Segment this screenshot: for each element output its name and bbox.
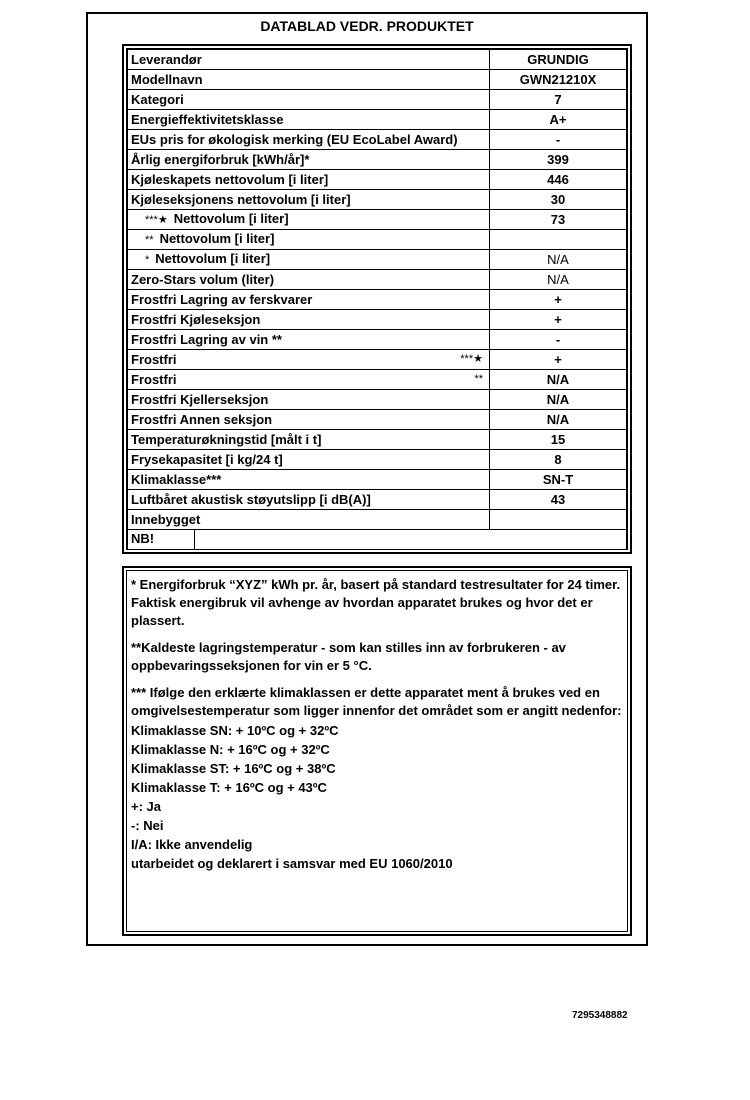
spec-row	[128, 90, 627, 110]
spec-row	[128, 190, 627, 210]
note-energy: * Energiforbruk “XYZ” kWh pr. år, basert på standard testresultater for 24 timer. Faktisk energibruk vil avhenge av hvordan apparatet brukes og hvor det er plassert.	[131, 577, 621, 628]
spec-label-cell	[128, 270, 490, 290]
product-datasheet	[86, 12, 648, 946]
spec-label: Frostfri Lagring av vin **	[131, 332, 282, 347]
spec-value-cell	[490, 310, 627, 330]
spec-row	[128, 330, 627, 350]
spec-label: Temperaturøkningstid [målt i t]	[131, 432, 322, 447]
spec-row	[128, 490, 627, 510]
note-line: +: Ja	[131, 799, 161, 814]
spec-value: N/A	[546, 412, 570, 427]
star-rating-icon: **	[145, 233, 154, 246]
note-line: I/A: Ikke anvendelig	[131, 837, 253, 852]
spec-label-cell	[128, 510, 490, 530]
nb-row-cell	[128, 530, 627, 550]
note-line: Klimaklasse N: + 16ºC og + 32ºC	[131, 742, 330, 757]
spec-label-cell	[128, 410, 490, 430]
spec-table-frame	[122, 44, 632, 554]
note-wine: **Kaldeste lagringstemperatur - som kan stilles inn av forbrukeren - av oppbevaringsseksjonen for vin er 5 °C.	[131, 640, 566, 673]
spec-label-cell	[128, 190, 490, 210]
spec-value-cell	[490, 110, 627, 130]
spec-value-cell	[490, 490, 627, 510]
spec-value-cell	[490, 450, 627, 470]
spec-value: +	[554, 352, 562, 367]
spec-value: 7	[554, 92, 562, 107]
spec-label: Frostfri	[131, 372, 177, 387]
spec-value-cell	[490, 510, 627, 530]
spec-value: N/A	[546, 392, 570, 407]
spec-value-cell	[490, 270, 627, 290]
spec-value: +	[554, 292, 562, 307]
spec-row	[128, 350, 627, 370]
spec-value-cell	[490, 50, 627, 70]
spec-value: GRUNDIG	[527, 52, 589, 67]
spec-value-cell	[490, 410, 627, 430]
spec-label: Frostfri Lagring av ferskvarer	[131, 292, 313, 307]
spec-label: Årlig energiforbruk [kWh/år]*	[131, 152, 310, 167]
spec-row	[128, 310, 627, 330]
spec-value-cell	[490, 330, 627, 350]
spec-value: GWN21210X	[519, 72, 597, 87]
spec-label-cell	[128, 330, 490, 350]
spec-row	[128, 270, 627, 290]
spec-value: 43	[550, 492, 566, 507]
spec-label: Frostfri	[131, 352, 177, 367]
spec-value: 30	[550, 192, 566, 207]
spec-label: Nettovolum [i liter]	[155, 251, 271, 267]
spec-row	[128, 150, 627, 170]
spec-label-cell	[128, 470, 490, 490]
spec-value-cell	[490, 130, 627, 150]
star-rating-icon: ***★	[145, 213, 168, 226]
spec-row	[128, 430, 627, 450]
spec-label: Energieffektivitetsklasse	[131, 112, 284, 127]
spec-label-cell	[128, 50, 490, 70]
spec-label: Innebygget	[131, 512, 201, 527]
spec-label-cell	[128, 150, 490, 170]
spec-row	[128, 470, 627, 490]
spec-label-cell	[128, 430, 490, 450]
spec-value: 8	[554, 452, 562, 467]
spec-row	[128, 130, 627, 150]
spec-label: Kjøleseksjonens nettovolum [i liter]	[131, 192, 351, 207]
spec-label-cell	[128, 490, 490, 510]
spec-row	[128, 410, 627, 430]
spec-value-cell	[490, 90, 627, 110]
spec-table	[127, 49, 627, 550]
spec-value-cell	[490, 250, 627, 270]
spec-label: Frostfri Annen seksjon	[131, 412, 273, 427]
spec-value-cell	[490, 170, 627, 190]
spec-row	[128, 230, 627, 250]
note-line: Klimaklasse T: + 16ºC og + 43ºC	[131, 780, 327, 795]
spec-value: N/A	[547, 252, 569, 267]
spec-row	[128, 370, 627, 390]
star-rating-icon: ***★	[460, 353, 483, 365]
spec-row	[128, 210, 627, 230]
spec-label: EUs pris for økologisk merking (EU EcoLabel Award)	[131, 132, 458, 147]
spec-label-cell	[128, 350, 490, 370]
spec-row	[128, 290, 627, 310]
spec-value-cell	[490, 290, 627, 310]
spec-label-cell	[128, 450, 490, 470]
spec-label-cell	[128, 170, 490, 190]
star-rating-icon: *	[145, 253, 150, 266]
document-code: 7295348882	[572, 1010, 628, 1021]
spec-label-cell	[128, 90, 490, 110]
spec-label: Luftbåret akustisk støyutslipp [i dB(A)]	[131, 492, 371, 507]
spec-row	[128, 50, 627, 70]
spec-row	[128, 390, 627, 410]
spec-label: Nettovolum [i liter]	[173, 211, 289, 227]
spec-value: -	[555, 332, 561, 347]
spec-value-cell	[490, 150, 627, 170]
spec-label: Nettovolum [i liter]	[159, 231, 275, 247]
note-line: -: Nei	[131, 818, 164, 833]
spec-row	[128, 110, 627, 130]
spec-label-cell	[128, 390, 490, 410]
spec-row	[128, 70, 627, 90]
notes-box	[122, 566, 632, 936]
spec-label: NB!	[131, 531, 155, 546]
spec-label-cell	[128, 370, 490, 390]
spec-value-cell	[490, 470, 627, 490]
spec-label: Leverandør	[131, 52, 202, 67]
spec-label-cell	[128, 210, 490, 230]
note-line: Klimaklasse ST: + 16ºC og + 38ºC	[131, 761, 336, 776]
spec-label-cell	[128, 250, 490, 270]
spec-value: +	[554, 312, 562, 327]
spec-value-cell	[490, 70, 627, 90]
spec-value: 15	[550, 432, 566, 447]
spec-label: Zero-Stars volum (liter)	[131, 272, 275, 287]
spec-label-cell	[128, 130, 490, 150]
spec-row	[128, 530, 627, 550]
spec-label: Frostfri Kjøleseksjon	[131, 312, 261, 327]
note-line: utarbeidet og deklarert i samsvar med EU 1060/2010	[131, 856, 453, 871]
spec-label-cell	[128, 70, 490, 90]
spec-value: N/A	[547, 272, 569, 287]
datasheet-title: DATABLAD VEDR. PRODUKTET	[260, 18, 474, 34]
spec-label-cell	[128, 230, 490, 250]
spec-value-cell	[490, 350, 627, 370]
note-line: Klimaklasse SN: + 10ºC og + 32ºC	[131, 723, 339, 738]
spec-label: Kategori	[131, 92, 184, 107]
note-climate: *** Ifølge den erklærte klimaklassen er dette apparatet ment å brukes ved en omgivelsestemperatur som ligger innenfor det området som er angitt nedenfor:	[131, 685, 622, 718]
spec-label: Frostfri Kjellerseksjon	[131, 392, 269, 407]
spec-value: N/A	[546, 372, 570, 387]
spec-value: 73	[550, 212, 566, 227]
spec-label-cell	[128, 290, 490, 310]
spec-label: Kjøleskapets nettovolum [i liter]	[131, 172, 329, 187]
spec-label: Klimaklasse***	[131, 472, 222, 487]
spec-label: Frysekapasitet [i kg/24 t]	[131, 452, 283, 467]
spec-label-cell	[128, 310, 490, 330]
spec-row	[128, 450, 627, 470]
spec-value-cell	[490, 390, 627, 410]
spec-value: -	[555, 132, 561, 147]
spec-row	[128, 510, 627, 530]
spec-value-cell	[490, 370, 627, 390]
spec-label-cell	[128, 110, 490, 130]
spec-value-cell	[490, 210, 627, 230]
spec-label: Modellnavn	[131, 72, 203, 87]
star-rating-icon: **	[474, 373, 483, 385]
spec-value: 446	[547, 172, 569, 187]
spec-value-cell	[490, 230, 627, 250]
spec-value-cell	[490, 190, 627, 210]
spec-row	[128, 170, 627, 190]
spec-value-cell	[490, 430, 627, 450]
spec-value: SN-T	[542, 472, 574, 487]
spec-row	[128, 250, 627, 270]
spec-value: A+	[549, 112, 567, 127]
spec-value: 399	[547, 152, 569, 167]
